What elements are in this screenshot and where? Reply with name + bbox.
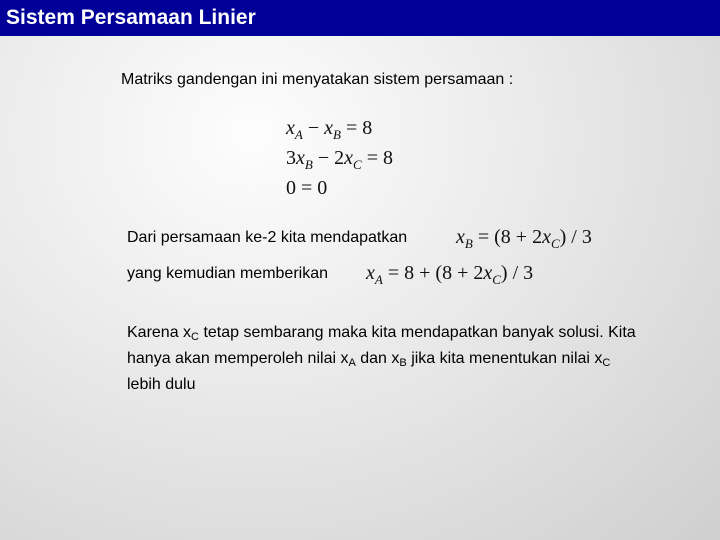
xa-sub2: C	[492, 272, 501, 287]
line2-text: Dari persamaan ke-2 kita mendapatkan	[127, 229, 408, 246]
eq2-var-b: x	[296, 147, 305, 169]
xb-sub: B	[464, 236, 473, 251]
concl-p4: jika kita menentukan nilai x	[406, 350, 603, 367]
intro-text: Matriks gandengan ini menyatakan sistem persamaan :	[121, 71, 514, 88]
equation-1	[286, 116, 372, 147]
eq2-var-c: x	[344, 147, 354, 169]
concl-p5: lebih dulu	[127, 376, 196, 393]
equation-2	[286, 146, 393, 177]
concl-s2: A	[348, 357, 356, 369]
eq2-sub-b: B	[304, 157, 313, 172]
xa-end: ) / 3	[500, 262, 534, 284]
eq1-var-a: x	[286, 117, 295, 139]
concl-s4: C	[602, 357, 611, 369]
xa-mid: = 8 + (8 + 2	[382, 262, 484, 284]
concl-s1: C	[191, 331, 199, 343]
eq1-rhs: = 8	[340, 117, 373, 139]
xa-sub: A	[374, 272, 383, 287]
xb-end: ) / 3	[559, 226, 592, 248]
xb-var2: x	[542, 226, 551, 248]
concl-p3: dan x	[355, 350, 400, 367]
eq2-rhs: = 8	[361, 147, 393, 169]
eq1-var-b: x	[324, 117, 334, 139]
concl-p2: tetap sembarang maka kita mendapatkan banyak solusi. Kita hanya akan memperoleh nilai x	[127, 324, 636, 367]
concl-s3: B	[399, 357, 407, 369]
eq1-sub-a: A	[294, 127, 303, 142]
line3-text: yang kemudian memberikan	[127, 265, 328, 282]
title-bar	[0, 0, 720, 36]
xb-sub2: C	[550, 236, 560, 251]
formula-xa	[366, 261, 533, 292]
xb-var: x	[456, 226, 465, 248]
eq2-op: − 2	[312, 147, 345, 169]
eq1-sub-b: B	[333, 127, 341, 142]
conclusion-paragraph	[127, 322, 647, 396]
slide-title: Sistem Persamaan Linier	[6, 6, 256, 29]
eq2-coef: 3	[286, 147, 296, 169]
eq1-op: −	[302, 117, 325, 139]
concl-p1: Karena x	[127, 324, 192, 341]
xa-var: x	[366, 262, 375, 284]
formula-xb	[456, 225, 592, 256]
xa-var2: x	[483, 262, 493, 284]
equation-3: 0 = 0	[286, 177, 328, 199]
xb-mid: = (8 + 2	[472, 226, 543, 248]
eq2-sub-c: C	[353, 157, 362, 172]
